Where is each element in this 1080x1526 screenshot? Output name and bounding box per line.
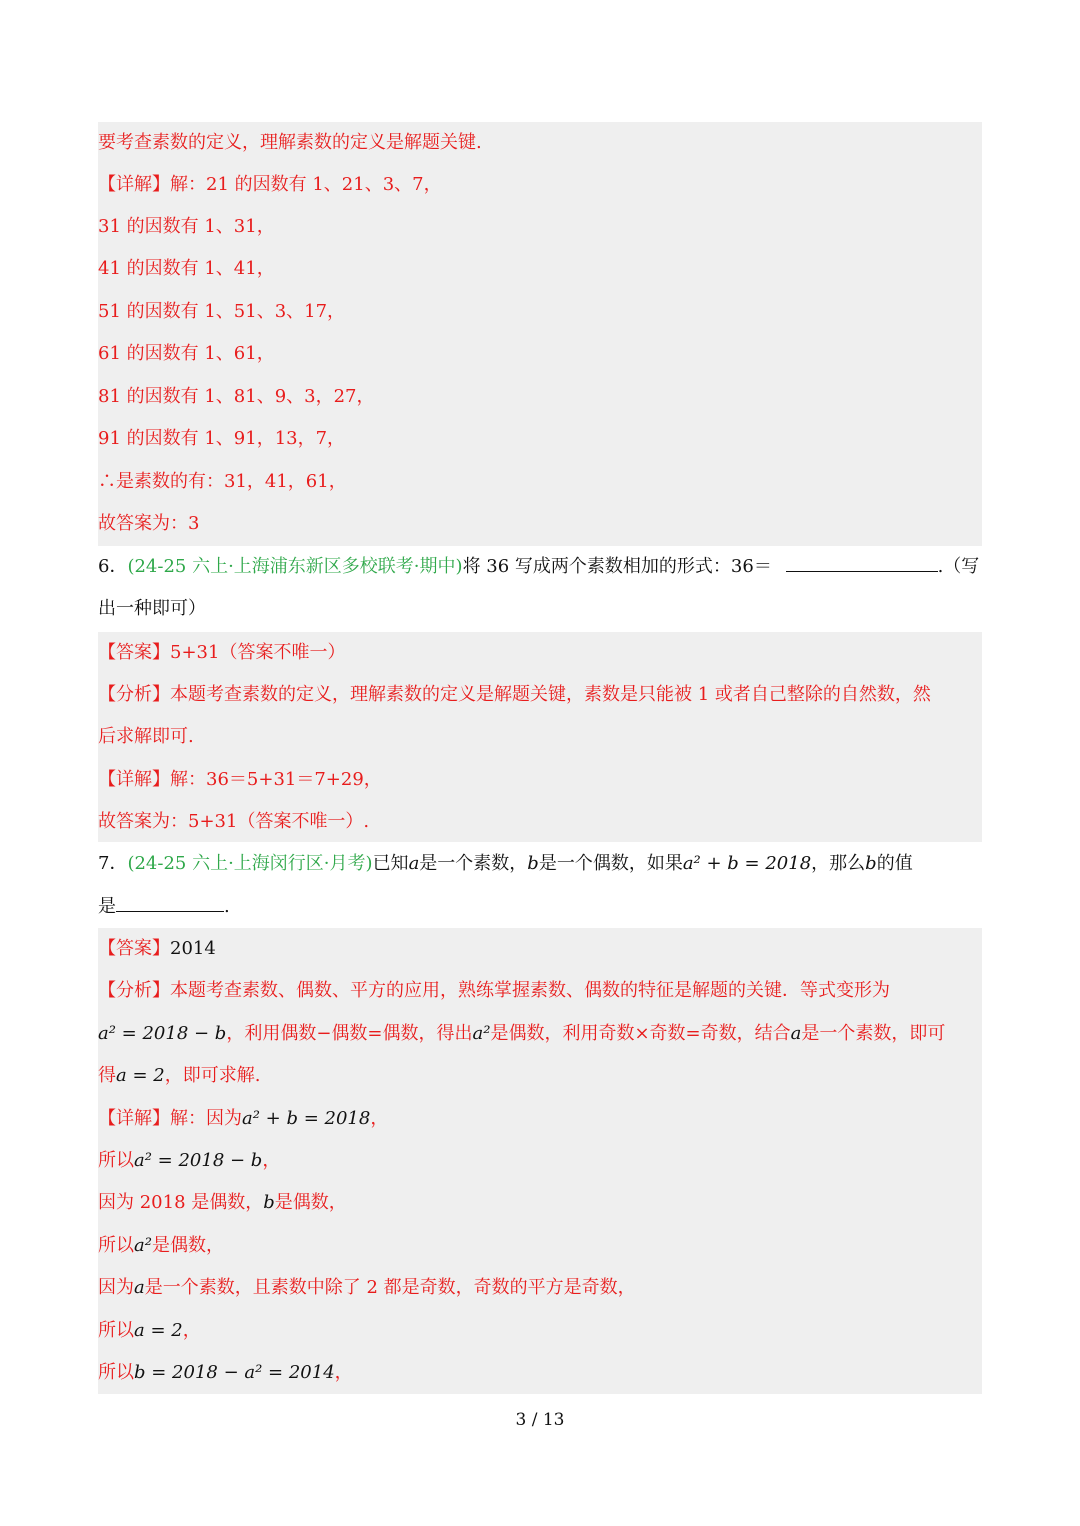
question-source: (24-25 六上·上海浦东新区多校联考·期中) — [127, 556, 463, 577]
question-text: . — [224, 896, 230, 917]
analysis-text: ，即可求解. — [164, 1065, 261, 1086]
analysis-line — [98, 970, 982, 1012]
analysis-text: 是偶数，利用奇数×奇数=奇数，结合 — [490, 1023, 791, 1044]
question-text: 的值 — [876, 853, 913, 874]
detail-line: 【详解】解：因为a² + b = 2018， — [98, 1108, 389, 1129]
math-var: b — [865, 853, 877, 874]
detail-text: 是一个素数，且素数中除了 2 都是奇数，奇数的平方是奇数， — [144, 1277, 636, 1298]
detail-tag: 【详解】 — [98, 769, 170, 790]
detail-text: 是偶数， — [151, 1235, 224, 1256]
detail-text: 所以 — [98, 1320, 134, 1341]
factor-line: 41 的因数有 1、41， — [98, 258, 275, 279]
detail-text: 所以 — [98, 1150, 134, 1171]
detail-lead: 解： — [170, 174, 206, 195]
detail-line — [98, 759, 982, 801]
answer-line — [98, 928, 982, 970]
math-equation: a² + b = 2018 — [242, 1108, 371, 1129]
math-equation: b = 2018 − a² = 2014 — [134, 1362, 335, 1383]
question-number: 7． — [98, 853, 128, 874]
factor-line: 61 的因数有 1、61， — [98, 343, 275, 364]
math-expression: a² — [134, 1235, 152, 1256]
detail-text: 解：36＝5+31＝7+29， — [170, 769, 382, 790]
detail-line — [98, 1267, 982, 1309]
question-text-tail: .（写 — [937, 556, 980, 577]
analysis-line: 后求解即可. — [98, 726, 194, 747]
question-text: 是一个偶数，如果 — [538, 853, 683, 874]
math-var: a — [408, 853, 420, 874]
answer-line: 故答案为：3 — [98, 513, 200, 534]
analysis-text: 得 — [98, 1065, 116, 1086]
question-text: 是 — [98, 896, 116, 917]
analysis-tag: 【分析】 — [98, 684, 170, 705]
answer-value: 2014 — [170, 938, 216, 959]
question-text: 是一个素数， — [419, 853, 528, 874]
answer-line — [98, 632, 982, 674]
detail-tag: 【详解】 — [98, 174, 170, 195]
math-var: b — [263, 1192, 275, 1213]
detail-line: 所以a = 2， — [98, 1320, 201, 1341]
detail-line: 故答案为：5+31（答案不唯一）. — [98, 811, 370, 832]
intro-line: 要考查素数的定义，理解素数的定义是解题关键. — [98, 132, 482, 153]
question-6-stem — [98, 546, 982, 588]
analysis-text: 本题考查素数、偶数、平方的应用，熟练掌握素数、偶数的特征是解题的关键．等式变形为 — [170, 980, 890, 1001]
question-7-stem — [98, 843, 982, 885]
math-equation: a² = 2018 − b — [98, 1023, 227, 1044]
detail-text: 是偶数， — [274, 1192, 347, 1213]
detail-line: 所以a² = 2018 − b， — [98, 1150, 281, 1171]
question-text: 将 36 写成两个素数相加的形式：36＝ — [462, 556, 772, 577]
factor-line: 21 的因数有 1、21、3、7， — [206, 174, 442, 195]
analysis-line — [98, 1055, 982, 1097]
math-var: a — [134, 1277, 145, 1298]
question-text: 已知 — [372, 853, 409, 874]
detail-text: 因为 — [98, 1277, 134, 1298]
page-number: 3 / 13 — [515, 1410, 565, 1430]
factor-line: 91 的因数有 1、91，13，7， — [98, 428, 346, 449]
answer-blank — [786, 549, 938, 572]
answer-tag: 【答案】 — [98, 938, 170, 959]
answer-value: 5+31（答案不唯一） — [170, 642, 346, 663]
detail-line: 所以b = 2018 − a² = 2014， — [98, 1362, 353, 1383]
detail-line — [98, 1182, 982, 1224]
conclusion-line: ∴是素数的有：31，41，61， — [98, 471, 347, 492]
math-var: b — [527, 853, 539, 874]
detail-tag: 【详解】 — [98, 1108, 170, 1129]
detail-text: 因为 2018 是偶数， — [98, 1192, 264, 1213]
analysis-line — [98, 674, 982, 716]
factor-line: 51 的因数有 1、51、3、17， — [98, 301, 346, 322]
factor-line: 81 的因数有 1、81、9、3，27， — [98, 386, 375, 407]
detail-text: 所以 — [98, 1362, 134, 1383]
analysis-tag: 【分析】 — [98, 980, 170, 1001]
math-equation: a = 2 — [134, 1320, 183, 1341]
analysis-text: 本题考查素数的定义，理解素数的定义是解题关键，素数是只能被 1 或者自己整除的自然数，然 — [170, 684, 931, 705]
detail-line — [98, 1225, 982, 1267]
question-7-stem-line2 — [98, 886, 982, 928]
math-var: a — [790, 1023, 802, 1044]
math-equation: a = 2 — [116, 1065, 165, 1086]
question-6-stem-line2: 出一种即可） — [98, 598, 206, 619]
q5-detail-line — [98, 164, 982, 206]
question-number: 6． — [98, 556, 128, 577]
analysis-text: 是一个素数，即可 — [801, 1023, 946, 1044]
math-expression: a² — [472, 1023, 491, 1044]
math-equation: a² + b = 2018 — [682, 853, 812, 874]
math-equation: a² = 2018 − b — [134, 1150, 263, 1171]
answer-blank — [116, 889, 224, 912]
analysis-text: ，利用偶数−偶数=偶数，得出 — [226, 1023, 473, 1044]
answer-tag: 【答案】 — [98, 642, 170, 663]
question-text: ，那么 — [811, 853, 866, 874]
detail-text: 解：因为 — [170, 1108, 242, 1129]
detail-text: 所以 — [98, 1235, 134, 1256]
question-source: (24-25 六上·上海闵行区·月考) — [127, 853, 373, 874]
analysis-line — [98, 1013, 982, 1055]
factor-line: 31 的因数有 1、31， — [98, 216, 275, 237]
